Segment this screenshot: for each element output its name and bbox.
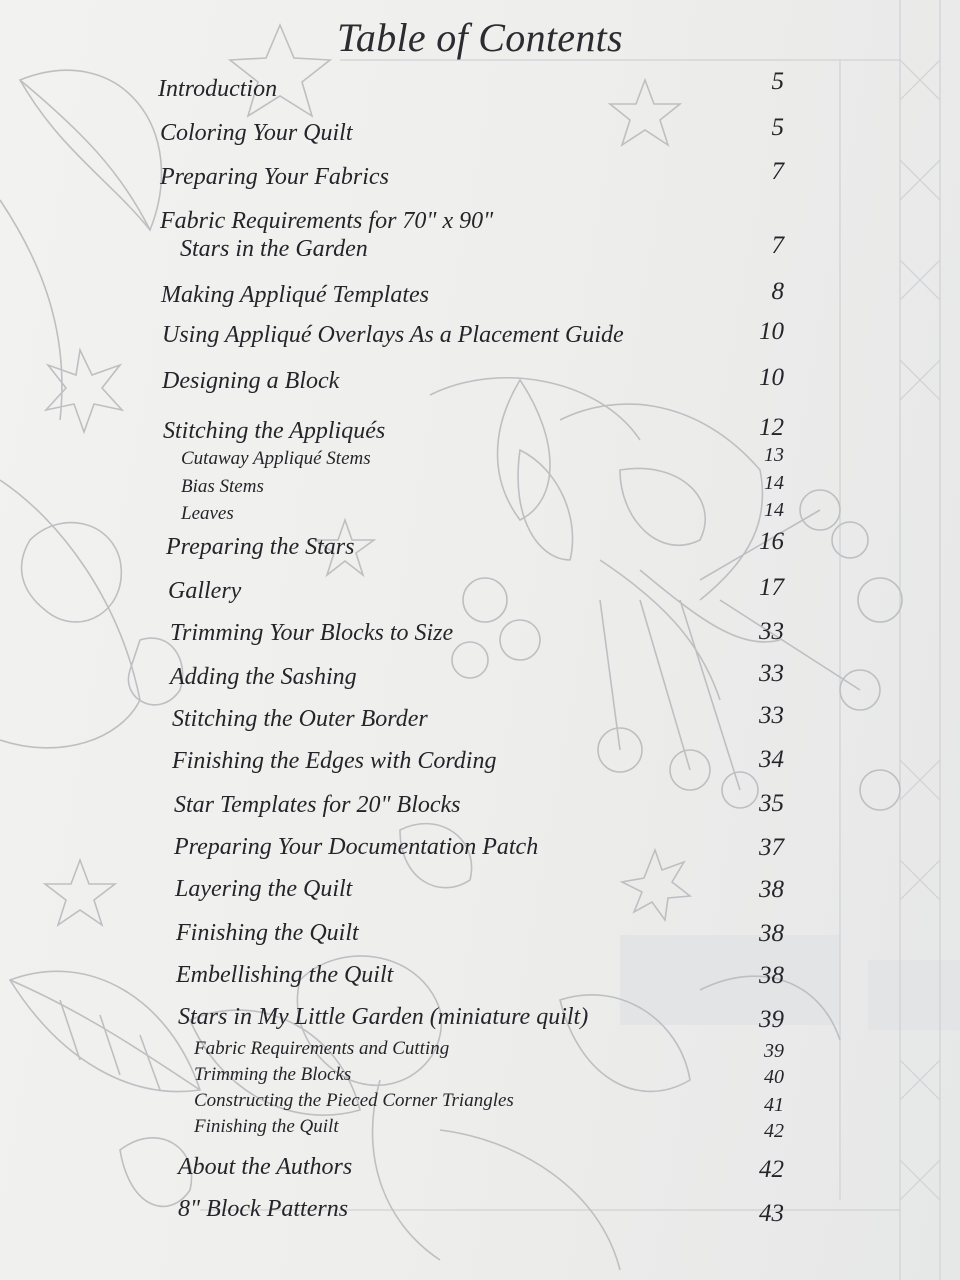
toc-page-number: 37: [759, 834, 784, 861]
toc-entry-title: Fabric Requirements for 70" x 90": [160, 208, 494, 234]
toc-entry: [0, 748, 960, 782]
toc-page-number: 5: [771, 68, 784, 95]
toc-entry: [0, 620, 960, 654]
toc-entry: [0, 574, 960, 612]
toc-entry-title: Making Appliqué Templates: [161, 282, 429, 308]
toc-page-number: 38: [759, 876, 784, 903]
toc-entry-title: Stars in the Garden: [180, 236, 368, 262]
toc-entry-title: Fabric Requirements and Cutting: [194, 1038, 450, 1059]
toc-page-number: 39: [759, 1006, 784, 1033]
toc-entry-title: Finishing the Edges with Cording: [172, 748, 497, 774]
toc-entry: [0, 278, 960, 316]
toc-entry: [0, 792, 960, 826]
toc-page-number: 7: [771, 232, 784, 259]
toc-entry: [0, 414, 960, 452]
toc-entry: [0, 1004, 960, 1038]
toc-page-number: 33: [759, 702, 784, 729]
toc-entry-title: Star Templates for 20" Blocks: [174, 792, 461, 818]
toc-page-number: 38: [759, 920, 784, 947]
toc-page-number: 16: [759, 528, 784, 555]
toc-entry: [0, 68, 960, 114]
toc-entry-title: Coloring Your Quilt: [160, 120, 353, 146]
toc-subentry: [0, 444, 960, 474]
toc-entry-title: Adding the Sashing: [170, 664, 357, 690]
toc-page-number: 7: [771, 158, 784, 185]
toc-page-number: 38: [759, 962, 784, 989]
toc-subentry: [0, 1116, 960, 1142]
page-title: Table of Contents: [337, 15, 623, 60]
toc-entry: [0, 834, 960, 868]
toc-page-number: 43: [759, 1200, 784, 1227]
toc-entry-continuation: [0, 232, 960, 270]
toc-entry: [0, 920, 960, 954]
toc-entry: [0, 876, 960, 910]
toc-entry-title: Designing a Block: [162, 368, 340, 394]
toc-entry-title: Constructing the Pieced Corner Triangles: [194, 1090, 514, 1111]
toc-page-number: 40: [764, 1066, 784, 1088]
toc-entry-title: Leaves: [181, 503, 234, 524]
toc-subentry: [0, 1064, 960, 1090]
toc-page-number: 33: [759, 660, 784, 687]
toc-entry: [0, 962, 960, 996]
toc-entry: [0, 702, 960, 740]
toc-subentry: [0, 499, 960, 529]
toc-page-number: 5: [771, 114, 784, 141]
toc-entry: [0, 114, 960, 158]
toc-entry-title: Stitching the Outer Border: [172, 706, 428, 732]
toc-entry-title: About the Authors: [178, 1154, 353, 1180]
toc-page-number: 42: [764, 1120, 784, 1142]
toc-entry-title: Preparing Your Fabrics: [160, 164, 389, 190]
toc-entry-title: Stitching the Appliqués: [163, 418, 386, 444]
toc-page-number: 14: [764, 499, 784, 521]
toc-page-number: 34: [759, 746, 784, 773]
toc-page-number: 13: [764, 444, 784, 466]
toc-entry: [0, 528, 960, 568]
toc-page-number: 17: [759, 574, 784, 601]
toc-entry-title: Layering the Quilt: [175, 876, 353, 902]
toc-entry: [0, 660, 960, 698]
toc-entry-title: Finishing the Quilt: [194, 1116, 339, 1137]
toc-subentry: [0, 1090, 960, 1116]
toc-entry-title: Trimming the Blocks: [194, 1064, 352, 1085]
toc-entry-title: Introduction: [158, 76, 278, 102]
toc-page-number: 35: [759, 790, 784, 817]
toc-entry-title: Cutaway Appliqué Stems: [181, 448, 371, 469]
toc-entry-title: Gallery: [168, 578, 242, 604]
toc-page-number: 39: [764, 1040, 784, 1062]
toc-entry-title: Preparing the Stars: [166, 534, 355, 560]
toc-entry-title: Preparing Your Documentation Patch: [174, 834, 539, 860]
toc-page-number: 10: [759, 364, 784, 391]
toc-entry-title: Stars in My Little Garden (miniature quilt): [178, 1004, 589, 1030]
toc-entry: [0, 1196, 960, 1230]
toc-subentry: [0, 1038, 960, 1064]
toc-page-number: 33: [759, 618, 784, 645]
toc-page-number: 12: [759, 414, 784, 441]
toc-entry-title: Using Appliqué Overlays As a Placement Guide: [162, 322, 624, 348]
toc-entry-title: Bias Stems: [181, 476, 264, 497]
toc-page-number: 41: [764, 1094, 784, 1116]
toc-page-number: 42: [759, 1156, 784, 1183]
toc-entry-title: 8" Block Patterns: [178, 1196, 349, 1222]
toc-entry-title: Finishing the Quilt: [176, 920, 359, 946]
toc-subentry: [0, 472, 960, 502]
toc-entry-title: Embellishing the Quilt: [176, 962, 394, 988]
toc-entry: [0, 318, 960, 356]
toc-page-number: 10: [759, 318, 784, 345]
toc-entry-title: Trimming Your Blocks to Size: [170, 620, 454, 646]
toc-entry: [0, 1154, 960, 1188]
toc-entry: [0, 158, 960, 204]
toc-page-number: 8: [771, 278, 784, 305]
toc-page-number: 14: [764, 472, 784, 494]
toc-entry: [0, 364, 960, 402]
